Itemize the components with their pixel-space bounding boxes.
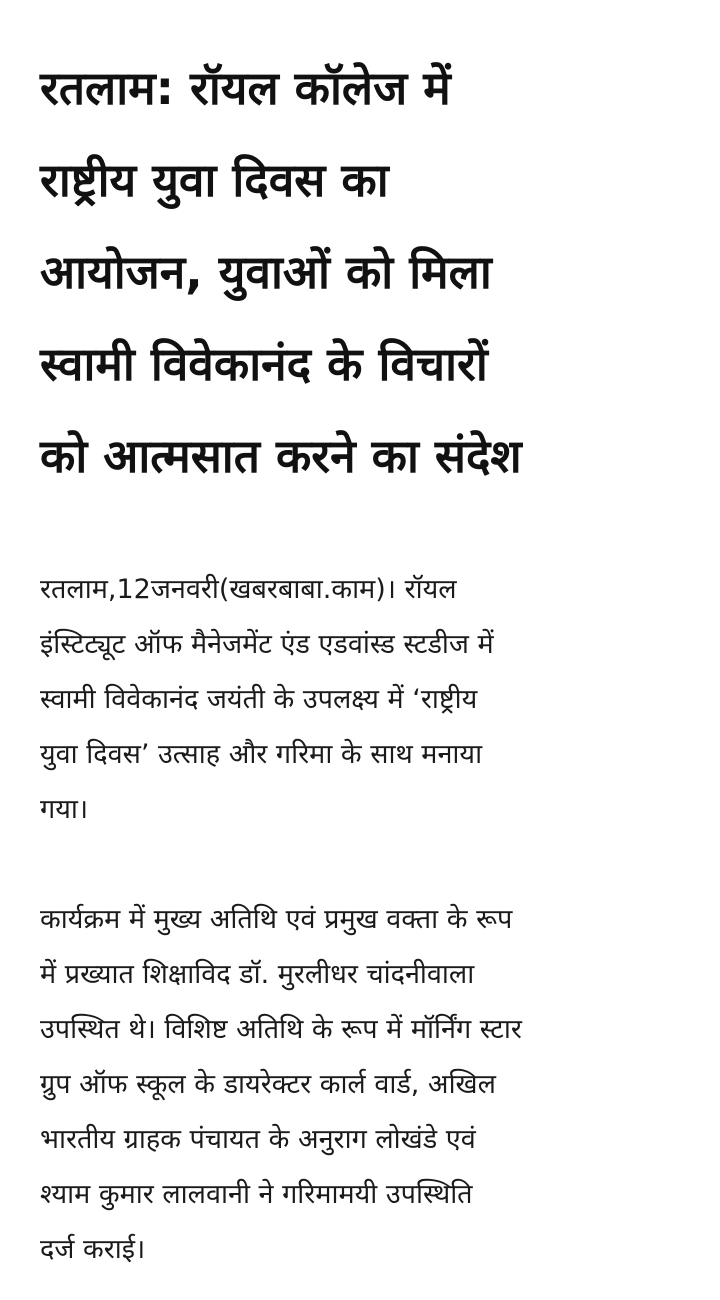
paragraph-line: कार्यक्रम में मुख्य अतिथि एवं प्रमुख वक्ता के रूप [40, 904, 513, 935]
headline-line: रतलाम: रॉयल कॉलेज में [40, 61, 451, 115]
paragraph-line: युवा दिवस’ उत्साह और गरिमा के साथ मनाया [40, 739, 483, 770]
paragraph-line: श्याम कुमार लालवानी ने गरिमामयी उपस्थिति [40, 1179, 473, 1210]
article-paragraph-guests [40, 892, 682, 1277]
paragraph-line: दर्ज कराई। [40, 1234, 146, 1265]
paragraph-line: में प्रख्यात शिक्षाविद डॉ. मुरलीधर चांदनीवाला [40, 959, 475, 990]
headline-line: राष्ट्रीय युवा दिवस का [40, 153, 389, 207]
paragraph-line: रतलाम,12जनवरी(खबरबाबा.काम)। रॉयल [40, 574, 457, 605]
paragraph-line: ग्रुप ऑफ स्कूल के डायरेक्टर कार्ल वार्ड, अखिल [40, 1069, 496, 1100]
headline-line: आयोजन, युवाओं को मिला [40, 245, 492, 299]
paragraph-line: उपस्थित थे। विशिष्ट अतिथि के रूप में मॉर्निंग स्टार [40, 1014, 522, 1045]
paragraph-line: भारतीय ग्राहक पंचायत के अनुराग लोखंडे एवं [40, 1124, 476, 1155]
headline-line: स्वामी विवेकानंद के विचारों [40, 337, 488, 391]
article-paragraph-intro [40, 562, 682, 837]
headline-line: को आत्मसात करने का संदेश [40, 429, 522, 483]
paragraph-line: गया। [40, 794, 89, 825]
paragraph-line: इंस्टिट्यूट ऑफ मैनेजमेंट एंड एडवांस्ड स्टडीज में [40, 629, 494, 660]
paragraph-line: स्वामी विवेकानंद जयंती के उपलक्ष्य में ‘राष्ट्रीय [40, 684, 478, 715]
article-headline [40, 42, 682, 502]
